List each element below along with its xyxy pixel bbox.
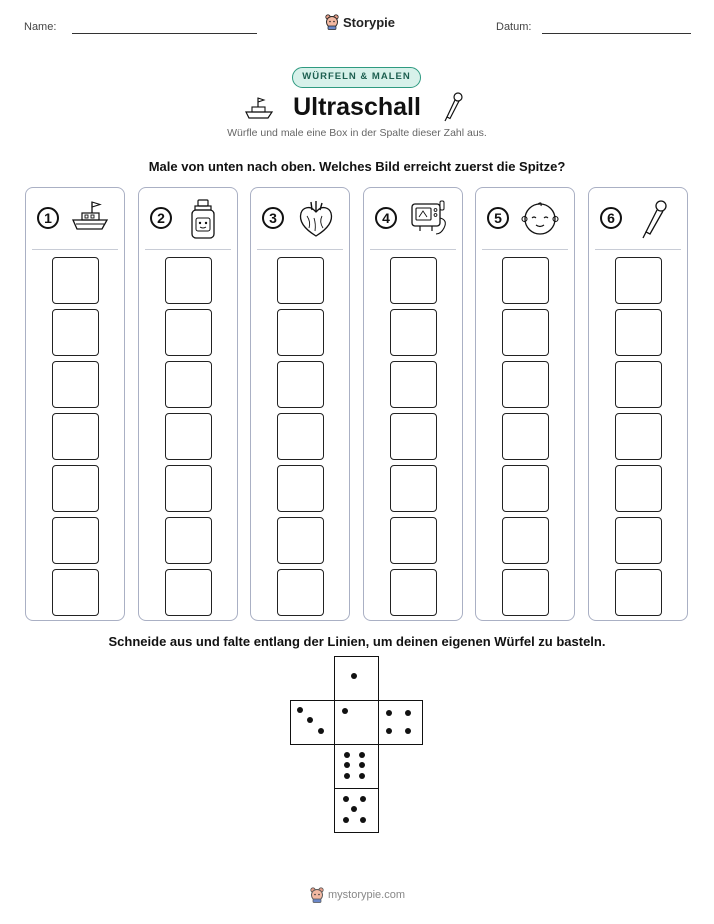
color-box[interactable] [165,257,212,304]
color-box[interactable] [277,361,324,408]
color-box[interactable] [165,361,212,408]
column-divider [370,249,456,250]
column-divider [595,249,681,250]
storypie-mascot-icon [310,887,324,903]
die-pip [360,817,366,823]
die-pip [318,728,324,734]
color-box[interactable] [277,465,324,512]
name-label: Name: [24,21,57,33]
die-face-6 [334,744,379,789]
color-box[interactable] [615,257,662,304]
color-box[interactable] [390,413,437,460]
color-box[interactable] [502,257,549,304]
page-title: Ultraschall [293,93,421,121]
die-pip [342,708,348,714]
ultrasound-machine-icon [408,198,450,238]
color-box[interactable] [277,517,324,564]
die-pip [351,806,357,812]
gel-bottle-icon [183,198,223,240]
color-box[interactable] [615,517,662,564]
die-pip [360,796,366,802]
column-4 [363,187,463,621]
color-box[interactable] [277,309,324,356]
die-pip [386,710,392,716]
die-face-4 [378,700,423,745]
column-number: 6 [600,207,622,229]
color-box[interactable] [165,465,212,512]
footer-url[interactable]: mystorypie.com [328,889,406,901]
color-box[interactable] [165,569,212,616]
heart-icon [295,198,337,240]
footer [310,887,405,903]
color-box[interactable] [390,517,437,564]
ultrasound-probe-icon [633,198,673,240]
color-box[interactable] [615,569,662,616]
column-6 [588,187,688,621]
color-box[interactable] [502,309,549,356]
column-divider [257,249,343,250]
color-box[interactable] [615,413,662,460]
color-box[interactable] [52,465,99,512]
baby-face-icon [520,198,560,238]
storypie-mascot-icon [325,14,339,30]
color-box[interactable] [52,309,99,356]
die-pip [386,728,392,734]
color-box[interactable] [502,569,549,616]
die-face-3 [290,700,335,745]
color-box[interactable] [52,413,99,460]
color-box[interactable] [52,361,99,408]
die-pip [343,796,349,802]
color-box[interactable] [390,361,437,408]
column-2 [138,187,238,621]
boat-icon [244,95,274,121]
die-pip [351,673,357,679]
die-pip [297,707,303,713]
color-box[interactable] [52,257,99,304]
column-3 [250,187,350,621]
column-number: 3 [262,207,284,229]
cut-instruction: Schneide aus und falte entlang der Linien, um deinen eigenen Würfel zu basteln. [108,634,606,649]
die-pip [344,762,350,768]
column-5 [475,187,575,621]
color-box[interactable] [615,361,662,408]
color-box[interactable] [502,361,549,408]
die-pip [359,773,365,779]
die-pip [344,752,350,758]
column-number: 2 [150,207,172,229]
die-pip [344,773,350,779]
die-pip [359,762,365,768]
category-badge: WÜRFELN & MALEN [292,67,421,88]
die-face-1b [334,700,379,745]
column-number: 1 [37,207,59,229]
die-pip [405,710,411,716]
color-box[interactable] [277,413,324,460]
color-box[interactable] [390,257,437,304]
color-box[interactable] [502,465,549,512]
instruction: Male von unten nach oben. Welches Bild erreicht zuerst die Spitze? [148,159,566,174]
column-divider [32,249,118,250]
color-box[interactable] [390,569,437,616]
die-pip [307,717,313,723]
color-box[interactable] [390,309,437,356]
die-pip [343,817,349,823]
die-face-5 [334,788,379,833]
column-divider [145,249,231,250]
column-1 [25,187,125,621]
color-box[interactable] [52,569,99,616]
date-line[interactable] [542,33,691,34]
color-box[interactable] [277,257,324,304]
color-box[interactable] [165,309,212,356]
column-number: 5 [487,207,509,229]
name-line[interactable] [72,33,257,34]
subtitle: Würfle und male eine Box in der Spalte dieser Zahl aus. [227,127,487,139]
color-box[interactable] [502,517,549,564]
ultrasound-probe-icon [441,91,465,123]
column-number: 4 [375,207,397,229]
color-box[interactable] [615,465,662,512]
boat-icon [70,198,110,236]
brand-name: Storypie [343,14,396,30]
brand-logo [325,14,395,30]
color-box[interactable] [52,517,99,564]
color-box[interactable] [390,465,437,512]
date-label: Datum: [496,21,532,33]
color-box[interactable] [277,569,324,616]
die-face-1 [334,656,379,701]
color-box[interactable] [165,413,212,460]
color-box[interactable] [502,413,549,460]
die-pip [359,752,365,758]
color-box[interactable] [615,309,662,356]
column-divider [482,249,568,250]
color-box[interactable] [165,517,212,564]
die-pip [405,728,411,734]
